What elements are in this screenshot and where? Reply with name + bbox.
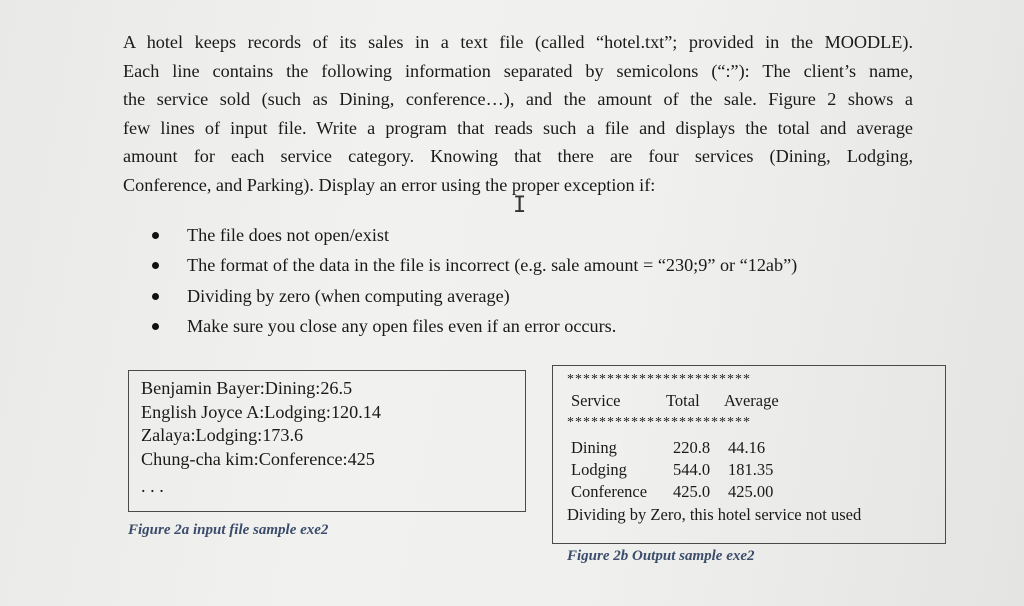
table-row: Conference 425.0 425.00 xyxy=(571,482,774,501)
output-header-row xyxy=(571,389,945,413)
paragraph-line: the service sold (such as Dining, conference…), and the amount of the sale. Figure 2 shows a xyxy=(123,89,913,110)
list-item: Dividing by zero (when computing average) xyxy=(150,281,797,311)
header-average: Average xyxy=(724,391,779,410)
paragraph-line: A hotel keeps records of its sales in a text file (called “hotel.txt”; provided in the MOODLE). xyxy=(123,32,913,52)
paragraph-line: amount for each service category. Knowing that there are four services (Dining, Lodging, xyxy=(123,146,913,167)
stars-divider: *********************** xyxy=(567,415,751,430)
input-line: Chung-cha kim:Conference:425 xyxy=(141,448,375,469)
paragraph-line: Conference, and Parking). Display an error using the proper exception if: xyxy=(123,174,656,195)
header-service: Service xyxy=(571,391,621,410)
error-conditions-list xyxy=(150,220,797,341)
ellipsis: . . . xyxy=(141,476,164,496)
list-item: Make sure you close any open files even if an error occurs. xyxy=(150,311,797,341)
list-item: The file does not open/exist xyxy=(150,220,797,250)
list-item: The format of the data in the file is incorrect (e.g. sale amount = “230;9” or “12ab”) xyxy=(150,250,797,280)
table-row: Dining 220.8 44.16 xyxy=(571,438,766,457)
paragraph-line: Each line contains the following information separated by semicolons (“:”): The client’s name, xyxy=(123,60,913,81)
bullet-icon xyxy=(152,262,159,269)
input-line: Zalaya:Lodging:173.6 xyxy=(141,425,304,445)
bullet-icon xyxy=(152,323,159,330)
bullet-icon xyxy=(152,293,159,300)
problem-statement xyxy=(123,28,913,200)
figure-2a-caption: Figure 2a input file sample exe2 xyxy=(128,522,329,538)
table-row: Lodging 544.0 181.35 xyxy=(571,460,774,479)
figure-2b-caption: Figure 2b Output sample exe2 xyxy=(567,548,755,564)
output-sample-box xyxy=(552,365,946,544)
bullet-icon xyxy=(152,232,159,239)
input-line: Benjamin Bayer:Dining:26.5 xyxy=(141,378,353,398)
paragraph-line: few lines of input file. Write a program that reads such a file and displays the total and average xyxy=(123,117,913,138)
input-line: English Joyce A:Lodging:120.14 xyxy=(141,401,381,422)
input-file-sample-box xyxy=(128,370,526,512)
text-cursor-icon: I xyxy=(513,193,527,218)
error-message: Dividing by Zero, this hotel service not used xyxy=(567,505,862,524)
stars-divider: *********************** xyxy=(567,372,751,387)
header-total: Total xyxy=(666,391,700,410)
